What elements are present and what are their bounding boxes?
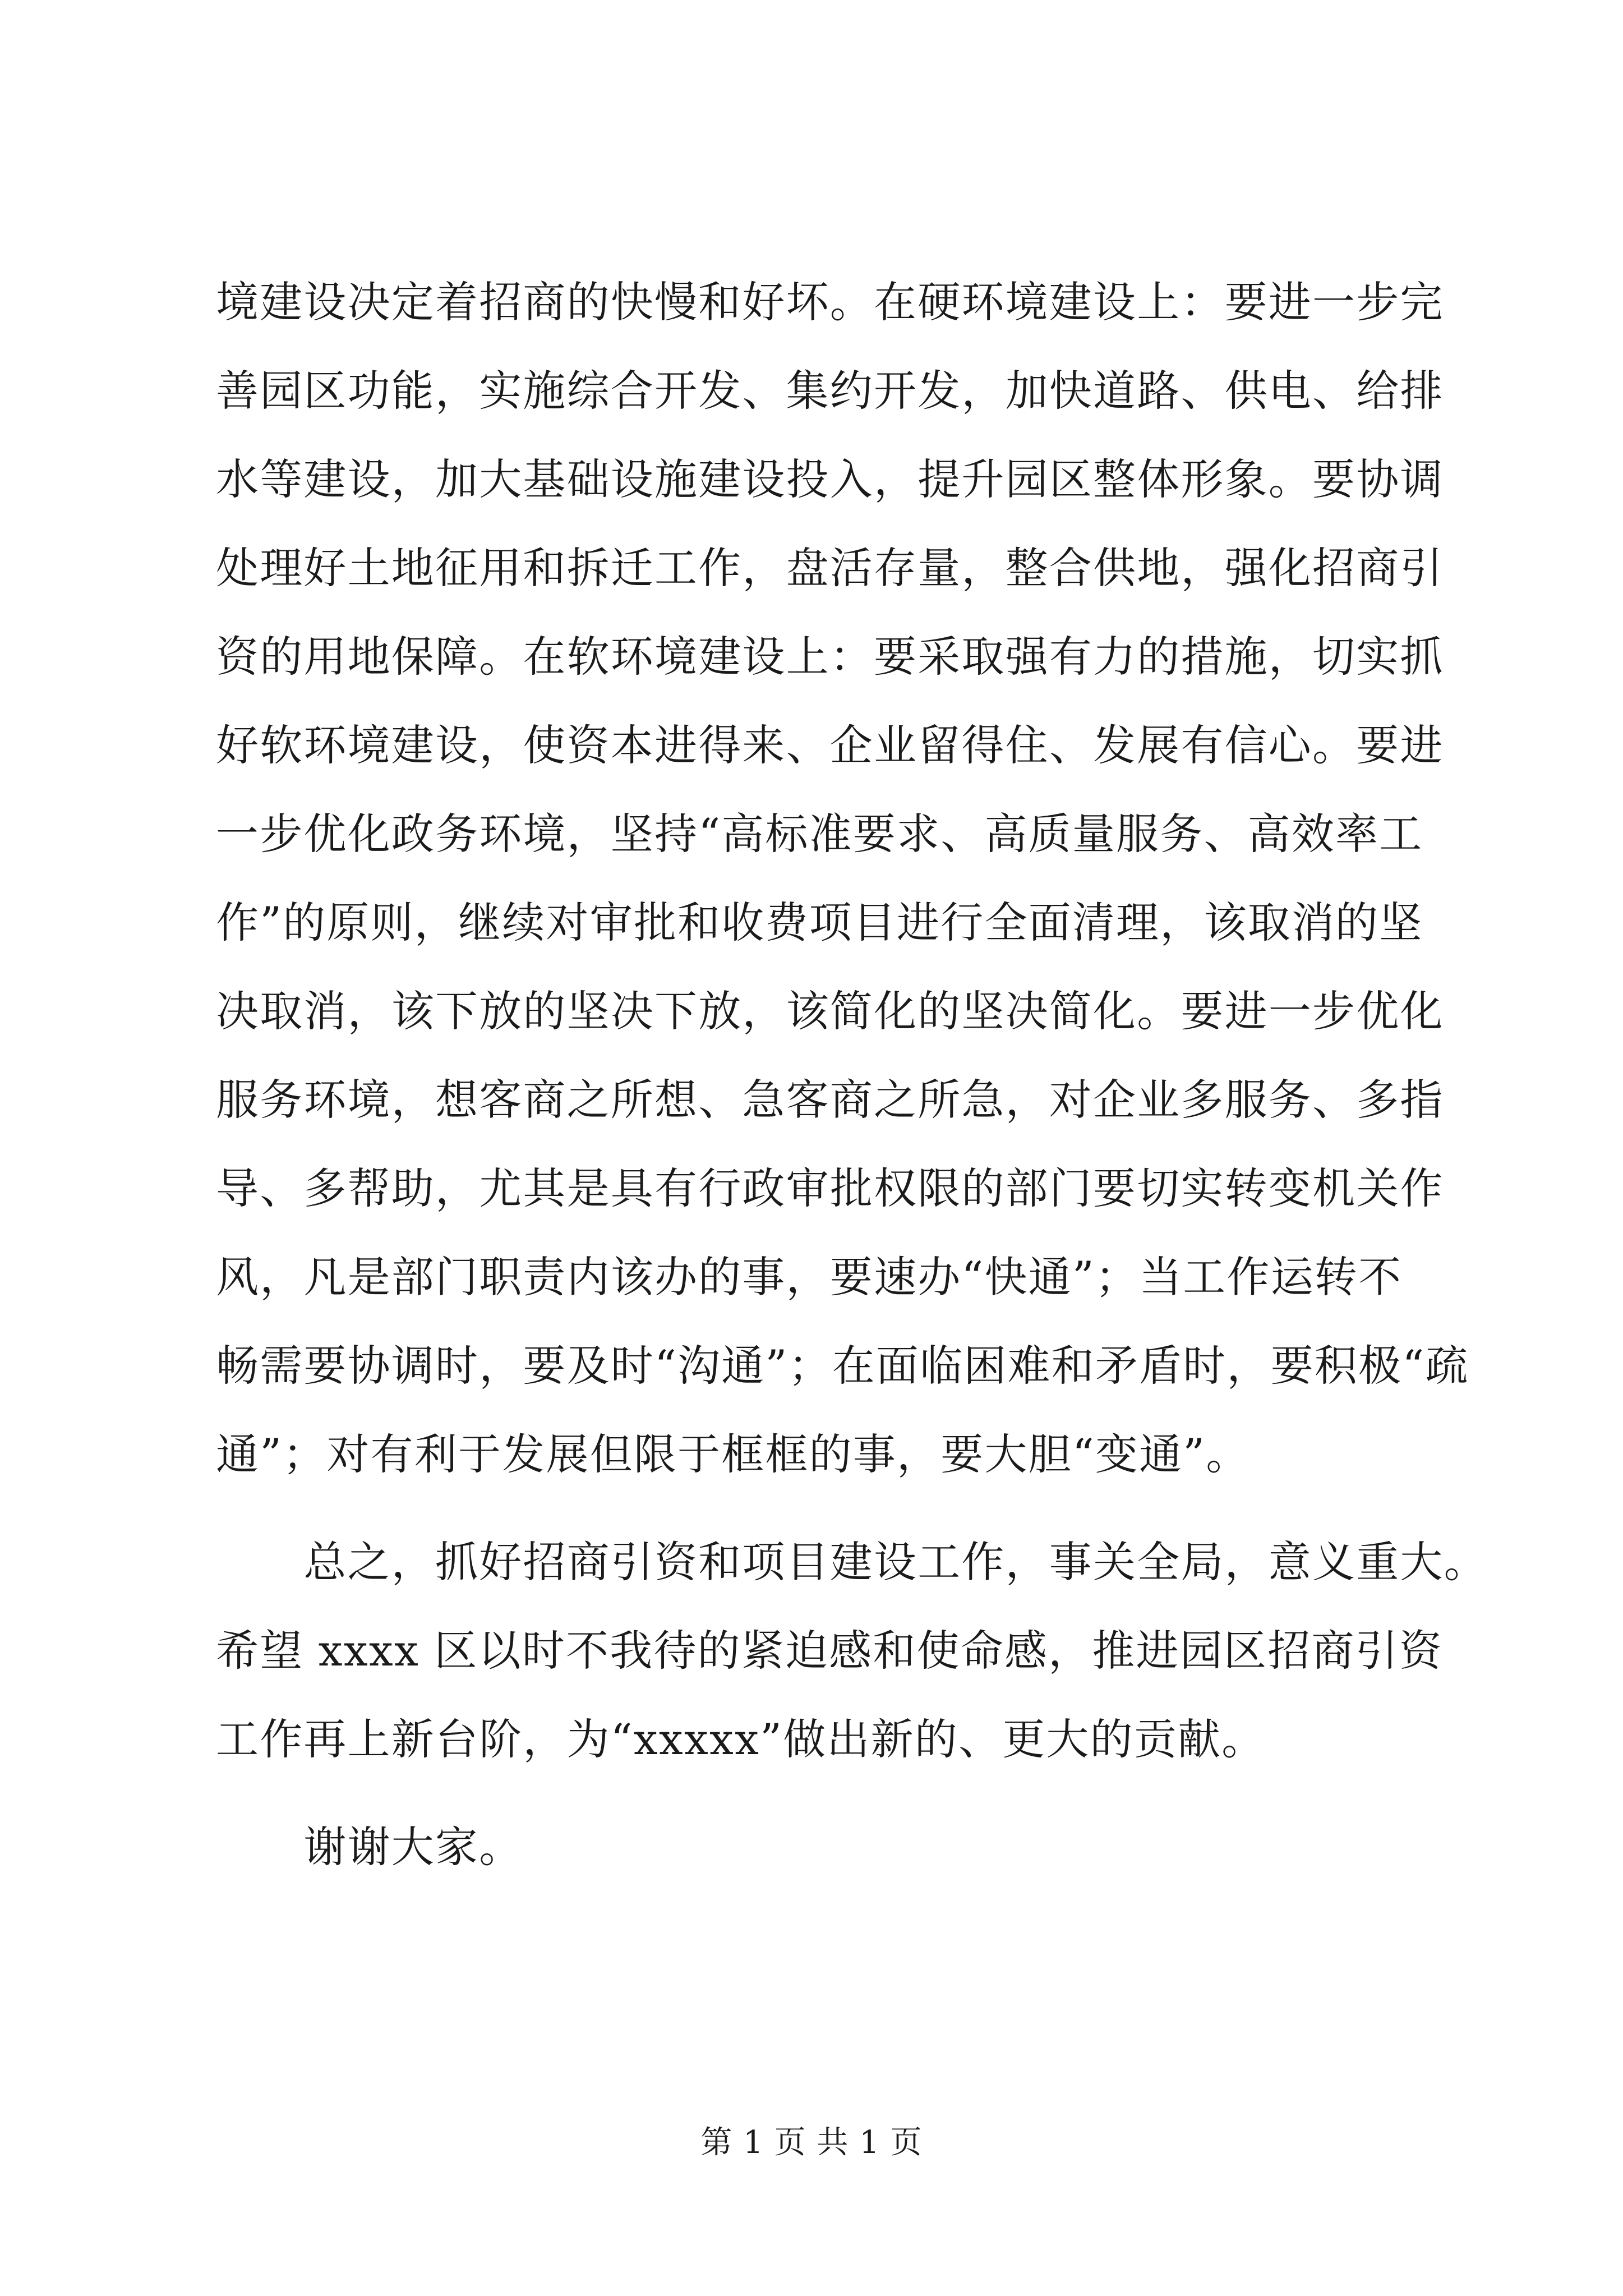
text-line: 处理好土地征用和拆迁工作，盘活存量，整合供地，强化招商引 [216,543,1444,593]
text-line: 好软环境建设，使资本进得来、企业留得住、发展有信心。要进 [216,720,1444,770]
paragraph-thanks [216,1803,1422,1892]
text-line: 水等建设，加大基础设施建设投入，提升园区整体形象。要协调 [216,454,1444,504]
text-line: 一步优化政务环境，坚持“高标准要求、高质量服务、高效率工 [216,809,1423,859]
page-footer: 第 1 页 共 1 页 [700,2124,923,2161]
text-line: 善园区功能，实施综合开发、集约开发，加快道路、供电、给排 [216,366,1444,416]
text-line: 服务环境，想客商之所想、急客商之所急，对企业多服务、多指 [216,1075,1444,1125]
text-line: 通”；对有利于发展但限于框框的事，要大胆“变通”。 [216,1429,1250,1479]
text-line: 畅需要协调时，要及时“沟通”；在面临困难和矛盾时，要积极“疏 [216,1341,1469,1391]
text-line: 总之，抓好招商引资和项目建设工作，事关全局，意义重大。 [216,1537,1488,1587]
text-line: 谢谢大家。 [216,1822,523,1872]
paragraph-environment [216,258,1469,1499]
paragraph-conclusion [216,1518,1488,1784]
text-line: 决取消，该下放的坚决下放，该简化的坚决简化。要进一步优化 [216,986,1444,1036]
text-line: 导、多帮助，尤其是具有行政审批权限的部门要切实转变机关作 [216,1163,1444,1213]
text-line: 境建设决定着招商的快慢和好坏。在硬环境建设上：要进一步完 [216,277,1444,327]
paragraph-gap [216,1784,1422,1803]
text-line: 资的用地保障。在软环境建设上：要采取强有力的措施，切实抓 [216,632,1444,682]
text-line: 工作再上新台阶，为“xxxxx”做出新的、更大的贡献。 [216,1714,1266,1764]
text-line: 希望 xxxx 区以时不我待的紧迫感和使命感，推进园区招商引资 [216,1626,1443,1676]
paragraph-gap [216,1499,1422,1518]
text-line: 作”的原则，继续对审批和收费项目进行全面清理，该取消的坚 [216,898,1423,947]
text-line: 风，凡是部门职责内该办的事，要速办“快通”；当工作运转不 [216,1252,1403,1302]
document-body [216,258,1488,1892]
